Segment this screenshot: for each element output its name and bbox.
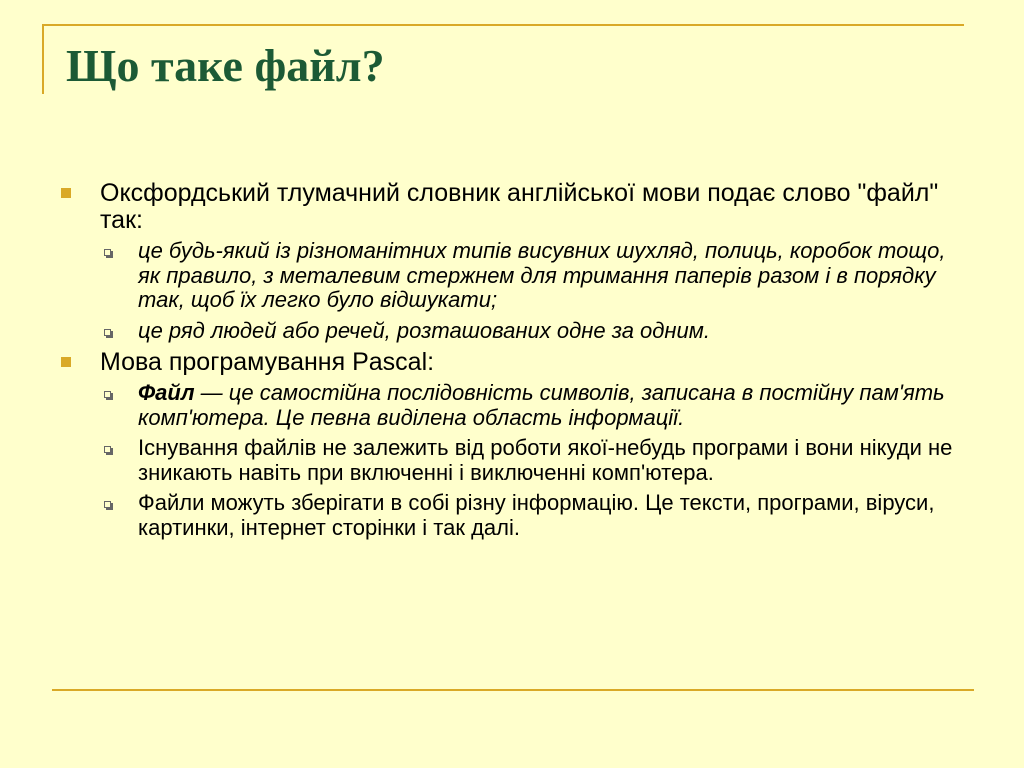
file-term: Файл — [138, 380, 195, 405]
box-bullet-icon — [104, 391, 111, 398]
box-bullet-icon — [104, 501, 111, 508]
slide-body — [60, 180, 960, 546]
bullet-oxford — [60, 180, 960, 234]
bullet-pascal-text: Мова програмування Pascal: — [100, 348, 435, 376]
file-contents-text: Файли можуть зберігати в собі різну інформацію. Це тексти, програми, віруси, картинки, інтернет сторінки і так далі. — [138, 490, 935, 540]
square-bullet-icon — [61, 357, 71, 367]
slide-title: Що таке файл? — [66, 40, 385, 91]
bullet-oxford-text: Оксфордський тлумачний словник англійської мови подає слово "файл" так: — [100, 179, 939, 234]
box-bullet-icon — [104, 329, 111, 336]
bottom-divider — [52, 689, 974, 691]
file-existence-text: Існування файлів не залежить від роботи якої-небудь програми і вони нікуди не зникають навіть при включенні і виключенні комп'ютера. — [138, 435, 953, 485]
box-bullet-icon — [104, 249, 111, 256]
sub-bullet-file-contents — [60, 491, 960, 540]
sub-bullet-file-definition — [60, 381, 960, 430]
sub-bullet-drawer-text: це будь-який із різноманітних типів висувних шухляд, полиць, коробок тощо, як правило, з металевим стержнем для тримання паперів разом і в порядку так, щоб їх легко було відшукати; — [138, 238, 946, 312]
square-bullet-icon — [61, 188, 71, 198]
sub-bullet-row-text: це ряд людей або речей, розташованих одне за одним. — [138, 317, 710, 343]
box-bullet-icon — [104, 446, 111, 453]
left-divider — [42, 24, 44, 94]
sub-bullet-row-definition — [60, 319, 960, 344]
bullet-pascal — [60, 349, 960, 376]
sub-bullet-file-existence — [60, 436, 960, 485]
top-divider — [42, 24, 964, 26]
sub-bullet-drawer-definition — [60, 239, 960, 313]
file-definition-text: — це самостійна послідовність символів, записана в постійну пам'ять комп'ютера. Це певна виділена область інформації. — [138, 380, 945, 430]
